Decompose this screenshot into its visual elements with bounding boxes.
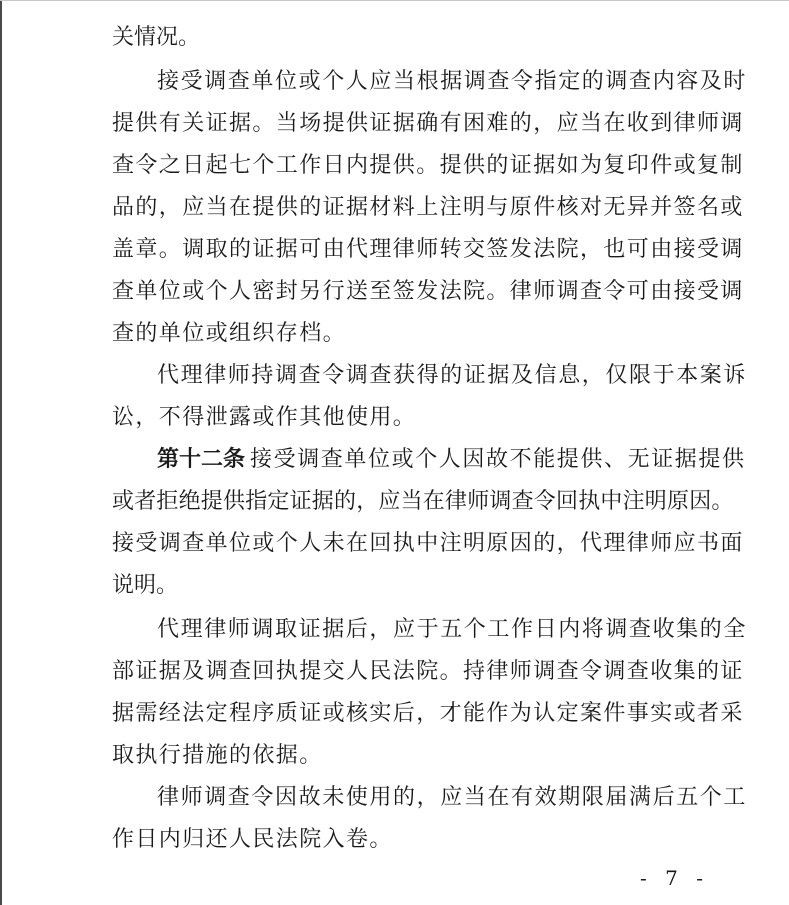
line-text: 关情况。	[112, 25, 201, 50]
text-line	[0, 398, 789, 438]
text-line	[0, 652, 789, 692]
line-text: 查的单位或组织存档。	[112, 321, 347, 346]
text-line	[0, 524, 789, 564]
text-line	[0, 18, 789, 58]
line-text: 查令之日起七个工作日内提供。提供的证据如为复印件或复制	[112, 153, 744, 178]
text-line	[0, 694, 789, 734]
line-text: 讼，不得泄露或作其他使用。	[112, 405, 417, 430]
line-text: 接受调查单位或个人应当根据调查令指定的调查内容及时	[157, 69, 748, 94]
line-text: 部证据及调查回执提交人民法院。持律师调查令调查收集的证	[112, 659, 744, 684]
text-line	[0, 104, 789, 144]
text-line	[0, 736, 789, 776]
line-text: 查单位或个人密封另行送至签发法院。律师调查令可由接受调	[112, 279, 744, 304]
text-line	[0, 314, 789, 354]
line-text: 品的，应当在提供的证据材料上注明与原件核对无异并签名或	[112, 195, 744, 220]
line-text: 或者拒绝提供指定证据的，应当在律师调查令回执中注明原因。	[112, 489, 734, 514]
text-line	[0, 566, 789, 606]
line-text: 据需经法定程序质证或核实后，才能作为认定案件事实或者采	[112, 701, 744, 726]
text-line	[0, 272, 789, 312]
text-line	[0, 356, 789, 396]
text-line	[0, 146, 789, 186]
text-line	[0, 62, 789, 102]
page-number: - 7 -	[640, 866, 709, 890]
line-text: 说明。	[112, 573, 179, 598]
text-line	[0, 188, 789, 228]
line-text: 代理律师持调查令调查获得的证据及信息，仅限于本案诉	[157, 363, 748, 388]
line-text: 律师调查令因故未使用的，应当在有效期限届满后五个工	[157, 785, 748, 810]
page-top-border	[0, 0, 789, 1]
text-line	[0, 440, 789, 480]
line-text: 作日内归还人民法院入卷。	[112, 827, 393, 852]
text-line	[0, 778, 789, 818]
text-line	[0, 230, 789, 270]
text-line	[0, 610, 789, 650]
line-text: 提供有关证据。当场提供证据确有困难的，应当在收到律师调	[112, 111, 744, 136]
line-text: 盖章。调取的证据可由代理律师转交签发法院，也可由接受调	[112, 237, 744, 262]
text-line	[0, 482, 789, 522]
line-text: 取执行措施的依据。	[112, 743, 323, 768]
line-text: 接受调查单位或个人因故不能提供、无证据提供	[250, 447, 746, 472]
text-line	[0, 820, 789, 860]
article-heading: 第十二条	[157, 447, 246, 472]
line-text: 代理律师调取证据后，应于五个工作日内将调查收集的全	[157, 617, 748, 642]
line-text: 接受调查单位或个人未在回执中注明原因的，代理律师应书面	[112, 531, 744, 556]
